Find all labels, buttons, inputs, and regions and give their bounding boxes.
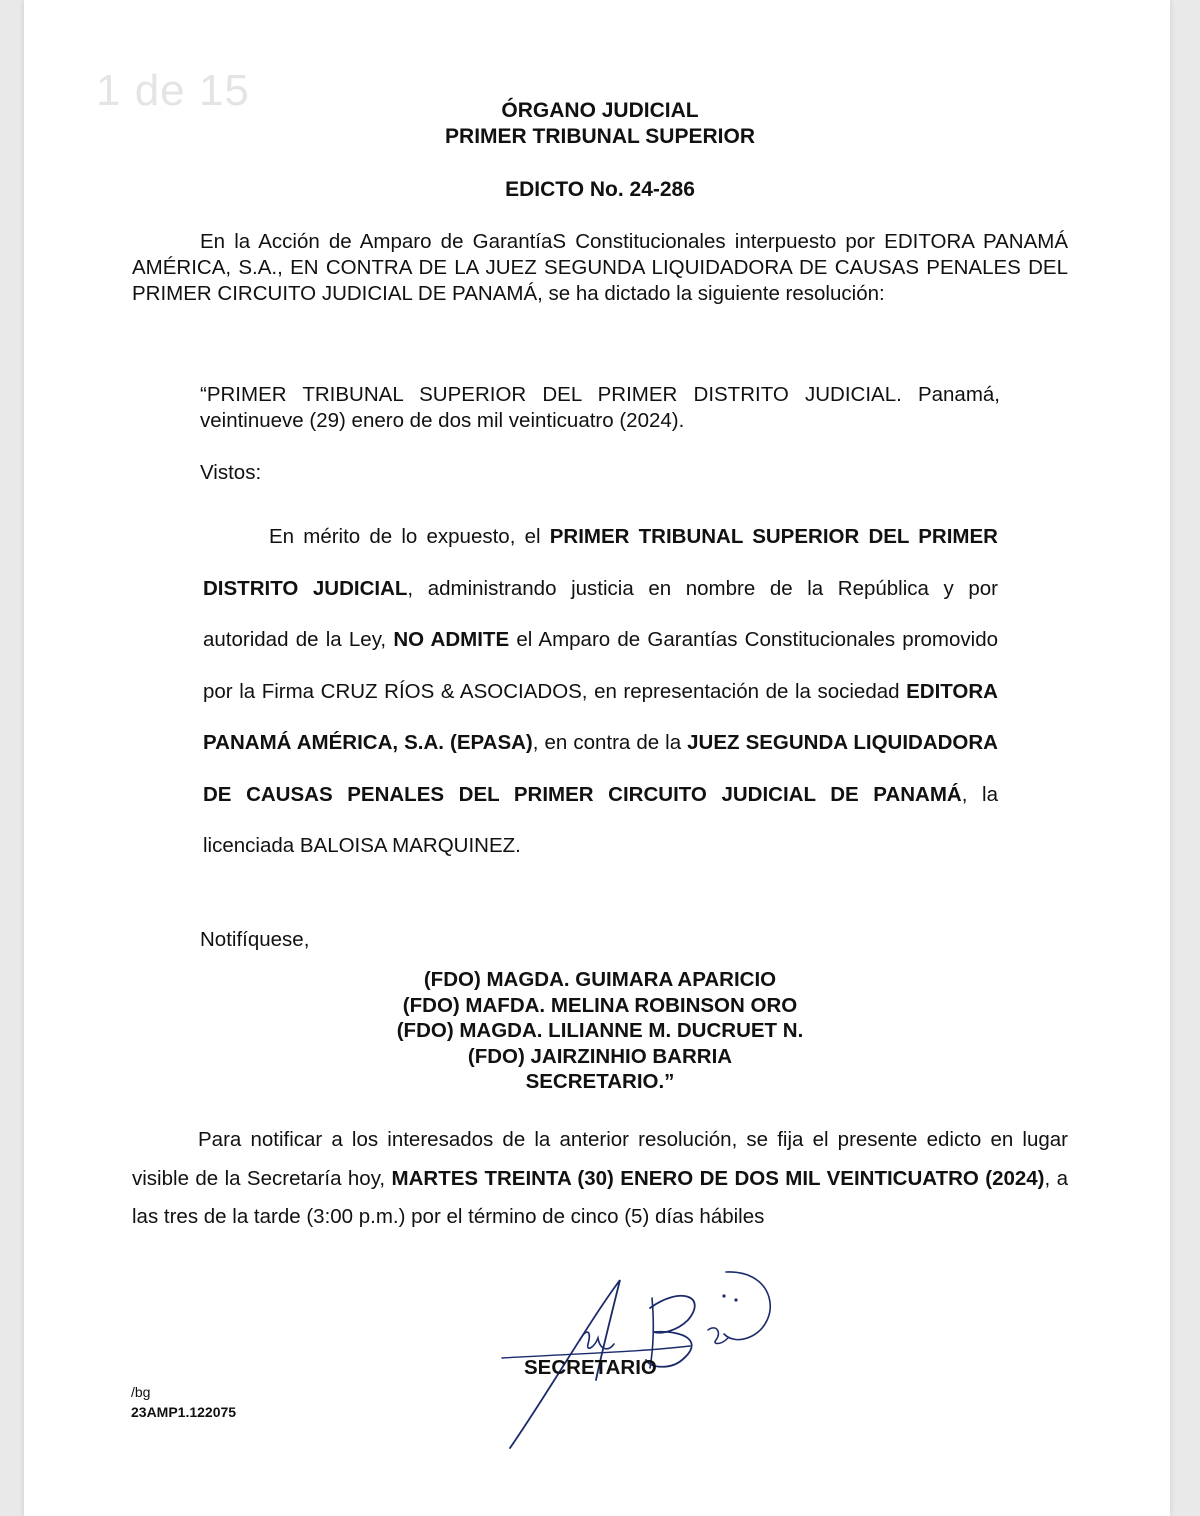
closing-date: MARTES TREINTA (30) ENERO DE DOS MIL VEINTICUATRO (2024) xyxy=(391,1166,1045,1190)
signer-line: (FDO) MAGDA. LILIANNE M. DUCRUET N. xyxy=(396,1019,804,1043)
closing-text-2: , a las tres de la tarde (3:00 p.m.) por el término de cinco (5) días hábiles xyxy=(132,1166,1068,1228)
intro-text: En la Acción de Amparo de GarantíaS Constitucionales interpuesto por EDITORA PANAMÁ AMÉRICA, S.A., EN CONTRA DE LA JUEZ SEGUNDA LIQUIDADORA DE CAUSAS PENALES DEL PRIMER CIRCUITO JUDICIAL DE PANAMÁ, se ha dictado la siguiente resolución: xyxy=(132,230,1068,305)
signer-line: (FDO) JAIRZINHIO BARRIA xyxy=(467,1044,733,1068)
closing-text-1: Para notificar a los interesados de la anterior resolución, se fija el presente edicto en lugar visible de la Secretaría hoy, xyxy=(132,1128,1068,1190)
court-title: PRIMER TRIBUNAL SUPERIOR xyxy=(445,125,755,148)
notify-label: Notifíquese, xyxy=(200,928,310,951)
edict-number: EDICTO No. 24-286 xyxy=(505,178,695,201)
resolution-text-4: , en contra de la xyxy=(532,731,688,754)
resolution-company: EDITORA PANAMÁ AMÉRICA, S.A. (EPASA) xyxy=(203,679,998,754)
intro-paragraph xyxy=(132,229,1068,307)
typist-initials: /bg xyxy=(131,1384,151,1400)
issuer-title: ÓRGANO JUDICIAL xyxy=(501,99,699,122)
page-counter: 1 de 15 xyxy=(96,66,250,115)
resolution-text-1: En mérito de lo expuesto, el xyxy=(269,525,550,548)
vistos-label: Vistos: xyxy=(200,461,262,484)
resolution-text-2: , administrando justicia en nombre de la República y por autoridad de la Ley, xyxy=(203,576,998,651)
closing-paragraph xyxy=(132,1121,1068,1237)
resolution-decision: NO ADMITE xyxy=(393,628,510,651)
file-reference: 23AMP1.122075 xyxy=(131,1404,237,1420)
document-footer xyxy=(131,1382,236,1422)
signer-line: SECRETARIO.” xyxy=(525,1070,675,1094)
resolution-judge: JUEZ SEGUNDA LIQUIDADORA DE CAUSAS PENALES DEL PRIMER CIRCUITO JUDICIAL DE PANAMÁ xyxy=(203,731,998,806)
signers-block xyxy=(0,967,1200,1095)
resolution-heading: “PRIMER TRIBUNAL SUPERIOR DEL PRIMER DISTRITO JUDICIAL. Panamá, veintinueve (29) enero de dos mil veinticuatro (2024). xyxy=(200,383,1000,432)
resolution-body xyxy=(203,511,998,872)
resolution-text-3: el Amparo de Garantías Constitucionales promovido por la Firma CRUZ RÍOS & ASOCIADOS, en representación de la sociedad xyxy=(203,628,999,703)
resolution-text-5: , la licenciada BALOISA MARQUINEZ. xyxy=(203,782,998,857)
resolution-court-name: PRIMER TRIBUNAL SUPERIOR DEL PRIMER DISTRITO JUDICIAL xyxy=(203,525,998,600)
signature-label: SECRETARIO xyxy=(524,1356,657,1379)
signer-line: (FDO) MAFDA. MELINA ROBINSON ORO xyxy=(402,993,798,1017)
signer-line: (FDO) MAGDA. GUIMARA APARICIO xyxy=(423,968,777,991)
